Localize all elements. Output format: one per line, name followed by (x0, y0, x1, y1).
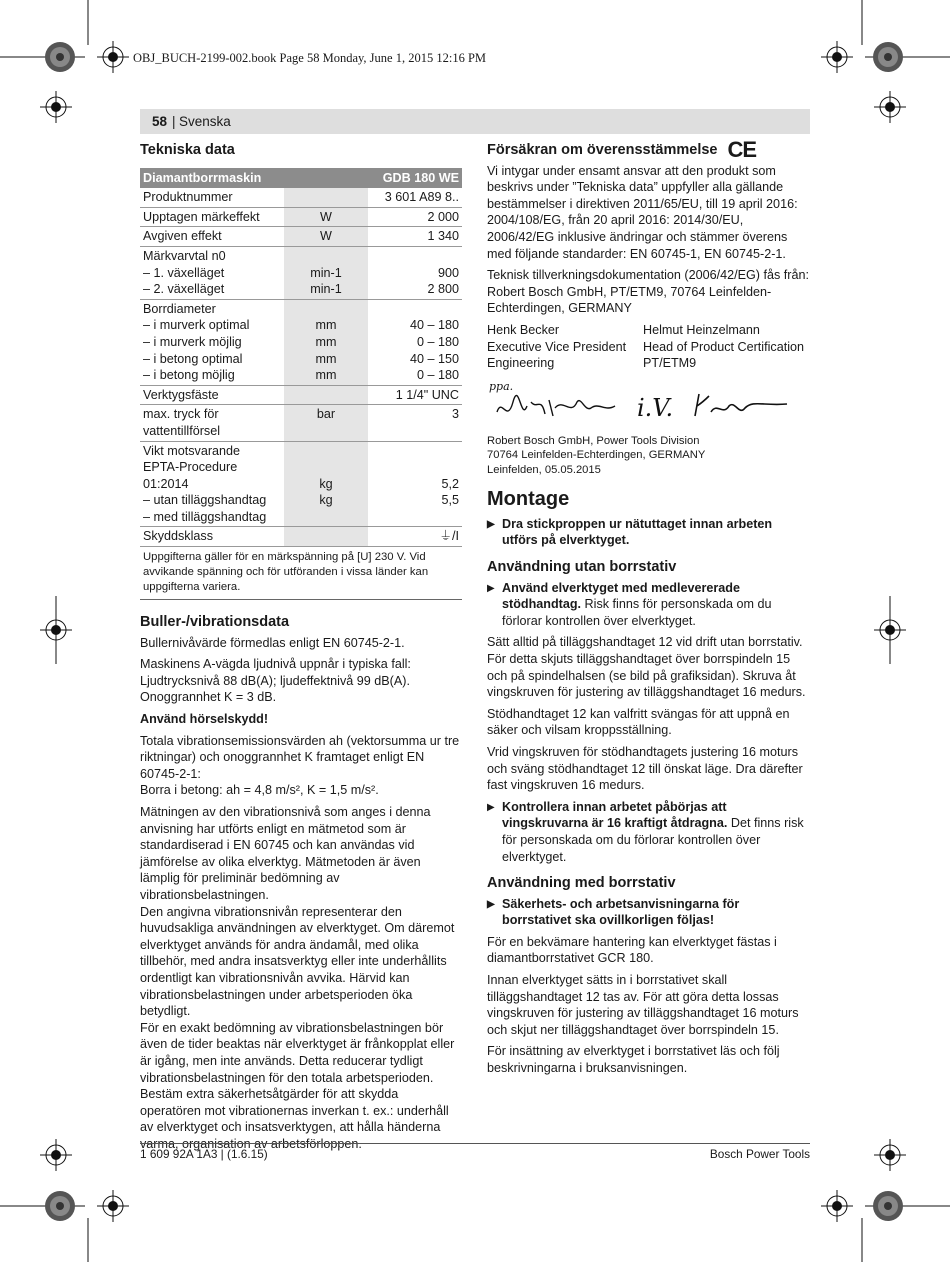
spec-value: 1 340 (368, 227, 462, 247)
spec-subvalue: 900 (437, 265, 459, 280)
spec-group-label: EPTA-Procedure 01:2014 (143, 460, 238, 491)
spec-unit: W (284, 207, 368, 227)
spec-value (368, 299, 462, 385)
conformity-title: Försäkran om överensstämmelse (487, 142, 718, 158)
paragraph: Innan elverktyget sätts in i borrstativet skall tilläggshandtaget 12 tas av. För att göra detta lossas vingskruven för justering av tilläggshandtaget 16 moturs och skjut ner tilläggshandtaget över borrspindeln 15. (487, 973, 799, 1037)
spec-sublabel: – med tilläggshandtag (143, 509, 267, 524)
paragraph: För en exakt bedömning av vibrationsbelastningen bör även de tider beaktas när elverktyget är frånkopplat eller är igång, men inte används. Detta reducerar tydligt vibrationsbelastningen för den totala arbetsperioden. (140, 1020, 455, 1085)
spec-unit (284, 527, 368, 546)
spec-unit (284, 441, 368, 527)
spec-table (140, 168, 462, 546)
noise-title: Buller-/vibrationsdata (140, 614, 290, 631)
page-header (140, 109, 810, 134)
spec-subunit: kg (319, 493, 333, 508)
table-row (140, 385, 462, 405)
spec-value (368, 441, 462, 527)
signer-name: Helmut Heinzelmann (643, 322, 760, 337)
spec-label: max. tryck för vattentillförsel (140, 405, 284, 441)
spec-sublabel: – 1. växelläget (143, 265, 225, 280)
spec-subunit: mm (315, 368, 337, 383)
header-separator: | (172, 114, 176, 129)
spec-sublabel: – i murverk optimal (143, 318, 250, 333)
spec-label (140, 441, 284, 527)
paragraph: Teknisk tillverkningsdokumentation (2006/42/EG) fås från: Robert Bosch GmbH, PT/ETM9, 70764 Leinfelden-Echterdingen, GERMANY (487, 268, 810, 316)
spec-subvalue: 40 – 150 (409, 351, 459, 366)
spec-note: Uppgifterna gäller för en märkspänning på [U] 230 V. Vid avvikande spänning och för utföranden i vissa länder kan uppgifterna variera. (140, 546, 462, 600)
paragraph: Bullernivåvärde förmedlas enligt EN 60745-2-1. (140, 635, 405, 650)
spec-label: Produktnummer (143, 190, 233, 205)
signer-name: Henk Becker (487, 322, 560, 337)
spec-sublabel: – i betong möjlig (143, 368, 235, 383)
paragraph: Vrid vingskruven för stödhandtagets justering 16 moturs och sväng stödhandtaget 12 till önskat läge. Dra därefter fast vingskruven 16 medurs. (487, 744, 803, 793)
spec-subvalue: 5,2 (441, 476, 459, 491)
machine-label: Diamantborrmaskin (140, 168, 368, 189)
spec-unit (284, 299, 368, 385)
footer-rule (140, 1143, 810, 1144)
spec-subunit: kg (319, 476, 333, 491)
company-line: Leinfelden, 05.05.2015 (487, 463, 601, 476)
spec-unit (284, 188, 368, 207)
spec-value: 2 000 (368, 207, 462, 227)
header-language: Svenska (179, 114, 231, 129)
company-line: Robert Bosch GmbH, Power Tools Division (487, 434, 700, 447)
signer-title: PT/ETM9 (643, 356, 697, 371)
conformity-heading (487, 137, 810, 162)
table-row (140, 441, 462, 527)
signer-title: Head of Product Certification (643, 339, 805, 354)
spec-value (368, 527, 462, 546)
model-name: GDB 180 WE (368, 168, 462, 189)
bullet-item (487, 580, 810, 630)
spec-sublabel: – utan tilläggshandtag (143, 493, 267, 508)
spec-subunit: mm (315, 334, 337, 349)
spec-value: 3 601 A89 8.. (384, 190, 459, 205)
table-row (140, 246, 462, 299)
spec-subunit: min-1 (310, 265, 342, 280)
spec-subvalue: 0 – 180 (416, 334, 459, 349)
spec-unit (284, 385, 368, 405)
table-row (140, 299, 462, 385)
montage-title: Montage (487, 488, 570, 511)
spec-subunit: min-1 (310, 282, 342, 297)
page-number: 58 (152, 114, 168, 129)
spec-subunit: mm (315, 318, 337, 333)
table-row (140, 188, 462, 207)
footer-right: Bosch Power Tools (709, 1147, 810, 1161)
spec-subvalue: 2 800 (427, 282, 459, 297)
paragraph: Stödhandtaget 12 kan valfritt svängas för att uppnå en säker och vilsam kroppsställning. (487, 706, 790, 738)
print-slug: OBJ_BUCH-2199-002.book Page 58 Monday, June 1, 2015 12:16 PM (133, 51, 487, 65)
spec-value: 3 (368, 405, 462, 441)
spec-unit: W (284, 227, 368, 247)
bullet-text: Risk finns för personskada om du förlorar kontrollen över elverktyget. (502, 597, 772, 628)
spec-subvalue: 40 – 180 (409, 318, 459, 333)
spec-label: Skyddsklass (140, 527, 284, 546)
paragraph: Den angivna vibrationsnivån representerar den huvudsakliga användningen av elverktyget. Om däremot elverktyget används för andra ändamål, med olika tillbehör, med andra insatsverktyg eller inte underhållits ordentligt kan vibrationsnivån avvika. Härvid kan vibrationsbelastningen under arbetsperioden öka betydligt. (140, 904, 455, 1019)
bullet-bold: Använd elverktyget med medlevererade stödhandtag. (502, 580, 740, 612)
spec-subvalue: 0 – 180 (416, 368, 459, 383)
paragraph: Totala vibrationsemissionsvärden ah (vektorsumma ur tre riktningar) och onoggrannhet K framtaget enligt EN 60745-2-1: (140, 733, 460, 781)
bullet-item: ▶ Dra stickproppen ur nätuttaget innan arbeten utförs på elverktyget. (487, 516, 810, 549)
spec-label: Verktygsfäste (140, 385, 284, 405)
spec-group-label: Borrdiameter (143, 301, 216, 316)
spec-subvalue: 5,5 (441, 493, 459, 508)
section-heading: Användning utan borrstativ (487, 559, 677, 575)
spec-value (368, 246, 462, 299)
paragraph: För insättning av elverktyget i borrstativet läs och följ beskrivningarna i bruksanvisningen. (487, 1044, 780, 1076)
footer-left: 1 609 92A 1A3 | (1.6.15) (140, 1147, 268, 1161)
spec-sublabel: – i betong optimal (143, 351, 243, 366)
table-row (140, 207, 462, 227)
spec-group-label: Märkvarvtal n0 (143, 248, 226, 263)
sig-iv: i.V. (637, 393, 674, 422)
spec-label: Upptagen märkeffekt (140, 207, 284, 227)
spec-label (140, 246, 284, 299)
section-heading: Användning med borrstativ (487, 875, 676, 892)
paragraph: Bestäm extra säkerhetsåtgärder för att skydda operatören mot vibrationernas inverkan t. ex.: underhåll av elverktyget och insatsverktygen, att hålla händerna (140, 1087, 449, 1135)
paragraph: Borra i betong: ah = 4,8 m/s², K = 1,5 m/s². (140, 783, 379, 798)
signature-image (487, 372, 810, 434)
spec-sublabel: – i murverk möjlig (143, 334, 242, 349)
table-row (140, 527, 462, 546)
left-column (140, 142, 462, 1152)
paragraph: Vi intygar under ensamt ansvar att den produkt som beskrivs under ”Tekniska data” uppfyller alla gällande bestämmelser i direktiven 2011/65/EU, till 19 april 2016: 2004/108/EG, från 20 april 2016: 2014/30/EU, 2006/42/EG inklusive ändringar och stämmer överens med följande standarder: EN 60745-1, EN 60745-2-1. (487, 163, 798, 261)
bullet-item: ▶ Säkerhets- och arbetsanvisningarna för borrstativet ska ovillkorligen följas! (487, 896, 810, 929)
company-line: 70764 Leinfelden-Echterdingen, GERMANY (487, 449, 706, 462)
spec-value: 1 1/4" UNC (368, 385, 462, 405)
signers (487, 322, 810, 372)
company-block (487, 434, 810, 478)
table-row (140, 227, 462, 247)
warning-text: Använd hörselskydd! (140, 712, 269, 727)
paragraph: För en bekvämare hantering kan elverktyget fästas i diamantborrstativet GCR 180. (487, 934, 777, 966)
sig-ppa: ppa. (489, 379, 514, 393)
spec-subunit: mm (315, 351, 337, 366)
bullet-item (487, 799, 810, 865)
spec-label (140, 299, 284, 385)
spec-unit (284, 246, 368, 299)
signer-title: Executive Vice President (487, 339, 627, 354)
paragraph: Sätt alltid på tilläggshandtaget 12 vid drift utan borrstativ. För detta skjuts tilläggshandtaget över borrspindeln 15 och på spindelhalsen (se bild på grafiksidan). Skruva åt vingskruven för justering av tilläggshandtaget 16 medurs. (487, 635, 806, 700)
protection-class-icon: ⏚ (439, 529, 452, 544)
paragraph: Mätningen av den vibrationsnivå som anges i denna anvisning har utförts enligt en mätmetod som är standardiserad i EN 60745 och kan användas vid jämförelse av olika elverktyg. Mätmetoden är även lämplig för preliminär bedömning av vibrationsbelastningen. (140, 805, 431, 902)
spec-group-label: Vikt motsvarande (143, 443, 241, 458)
table-row (140, 405, 462, 441)
paragraph: Maskinens A-vägda ljudnivå uppnår i typiska fall: Ljudtrycksnivå 88 dB(A); ljudeffektnivå 99 dB(A). Onoggrannhet K = 3 dB. (140, 657, 411, 705)
spec-sublabel: – 2. växelläget (143, 282, 225, 297)
signer-title: Engineering (487, 356, 555, 371)
tech-title: Tekniska data (140, 142, 235, 158)
ce-mark-icon: CE (727, 137, 757, 162)
bullet-text: Det finns risk för personskada om du förlorar kontrollen över elverktyget. (502, 816, 804, 864)
spec-header-row (140, 168, 462, 189)
protection-class-value: /I (452, 529, 459, 544)
spec-label: Avgiven effekt (140, 227, 284, 247)
right-column (487, 137, 810, 1082)
bullet-bold: Kontrollera innan arbetet påbörjas att vingskruvarna är 16 kraftigt åtdragna. (502, 799, 728, 831)
spec-unit: bar (284, 405, 368, 441)
